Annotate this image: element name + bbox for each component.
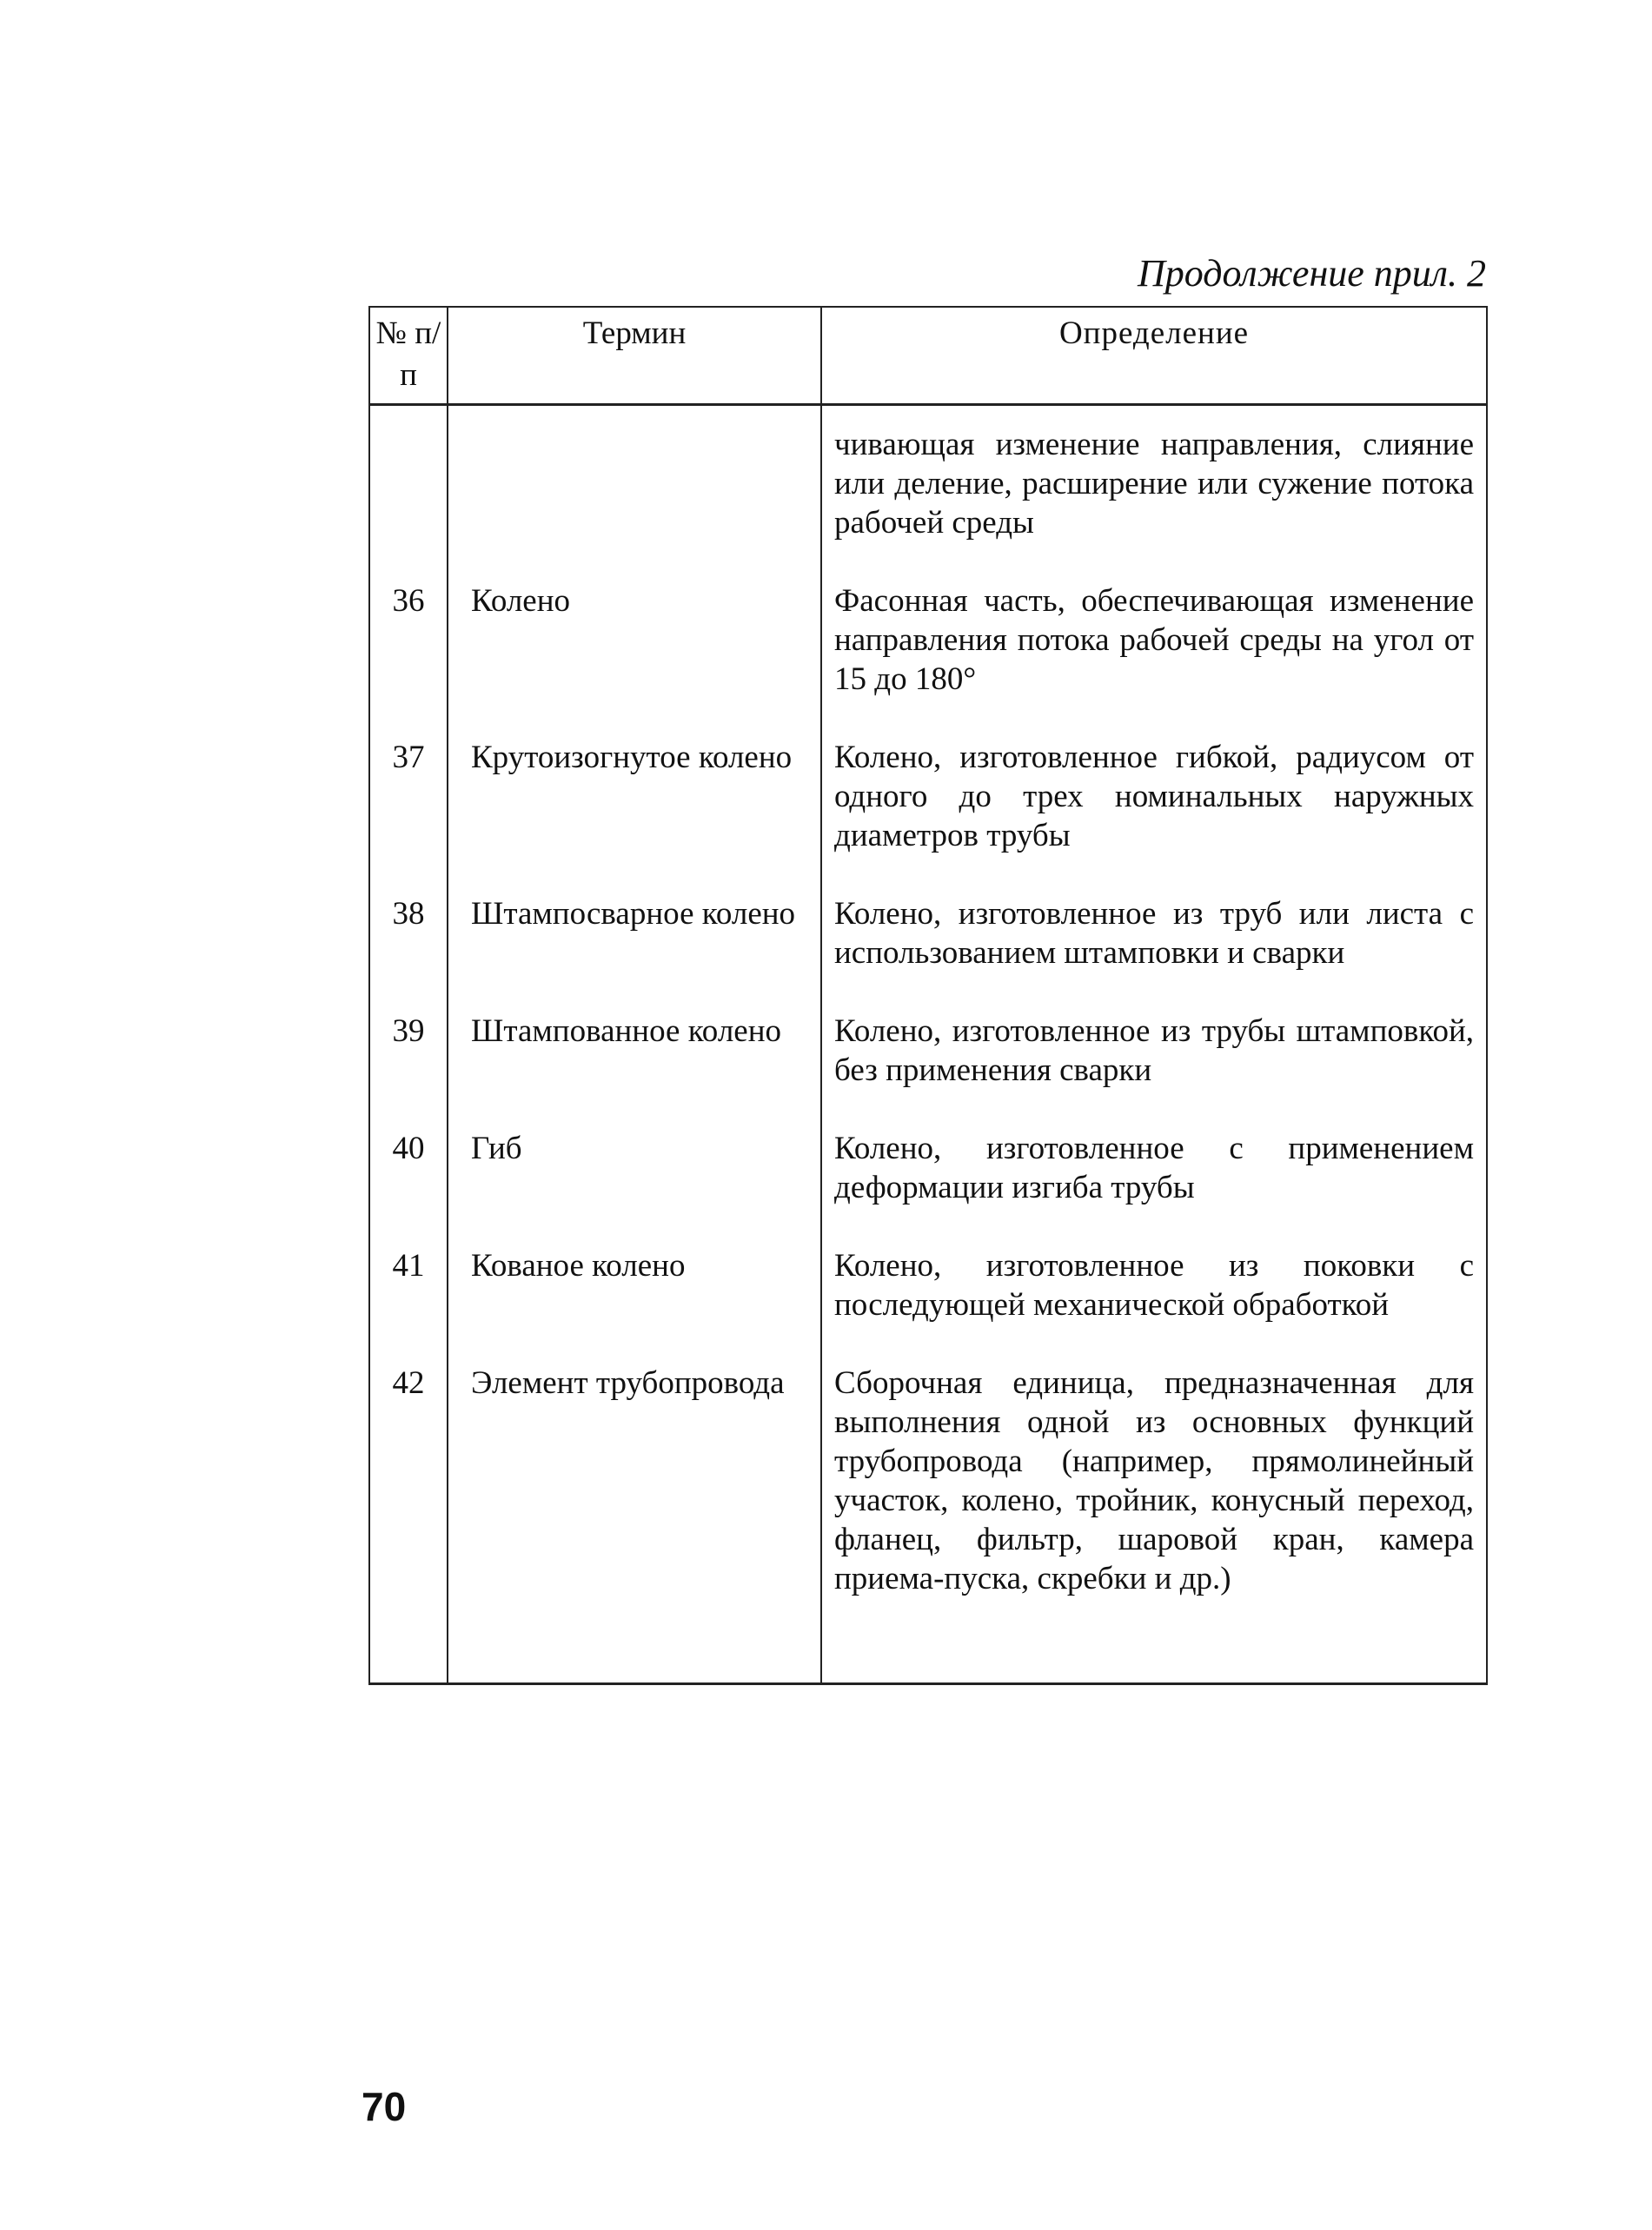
row-definition: Колено, изготовленное из труб или листа с использованием штамповки и сварки [821, 894, 1487, 1012]
row-definition: Сборочная единица, предназначенная для выполнения одной из основных функций трубопровода (например, прямолинейный участок, колено, тройник, конусный переход, фланец, фильтр, шаровой кран, камера приема-пуска, скребки и др.) [821, 1364, 1487, 1684]
row-definition: Колено, изготовленное из трубы штамповкой, без применения сварки [821, 1012, 1487, 1129]
page-number: 70 [362, 2084, 407, 2129]
terms-table [368, 306, 1488, 1685]
table-row [369, 1364, 1487, 1684]
row-term: Элемент трубопровода [448, 1364, 821, 1684]
header-term: Термин [448, 307, 821, 405]
row-term: Гиб [448, 1129, 821, 1246]
row-definition: Колено, изготовленное с применением деформации изгиба трубы [821, 1129, 1487, 1246]
row-number: 38 [369, 894, 448, 1012]
page-caption: Продолжение прил. 2 [1138, 252, 1486, 295]
row-definition: Фасонная часть, обеспечивающая изменение направления потока рабочей среды на угол от 15 до 180° [821, 581, 1487, 738]
table-row [369, 581, 1487, 738]
table-row [369, 738, 1487, 894]
row-term: Штампованное колено [448, 1012, 821, 1129]
row-number: 42 [369, 1364, 448, 1684]
row-term: Колено [448, 581, 821, 738]
row-term: Крутоизогнутое колено [448, 738, 821, 894]
row-number: 41 [369, 1246, 448, 1364]
table-row [369, 1129, 1487, 1246]
row-number: 37 [369, 738, 448, 894]
row-definition: Колено, изготовленное гибкой, радиусом от одного до трех номинальных наружных диаметров трубы [821, 738, 1487, 894]
row-number: 39 [369, 1012, 448, 1129]
row-number: 36 [369, 581, 448, 738]
header-number: № п/п [369, 307, 448, 405]
row-definition: чивающая изменение направления, слияние или деление, расширение или сужение потока рабочей среды [821, 405, 1487, 582]
table-row [369, 405, 1487, 582]
header-definition: Определение [821, 307, 1487, 405]
row-number: 40 [369, 1129, 448, 1246]
row-definition: Колено, изготовленное из поковки с последующей механической обработкой [821, 1246, 1487, 1364]
row-term: Штампосварное колено [448, 894, 821, 1012]
row-number [369, 405, 448, 582]
row-term [448, 405, 821, 582]
table-row [369, 1012, 1487, 1129]
table-row [369, 894, 1487, 1012]
row-term: Кованое колено [448, 1246, 821, 1364]
table-row [369, 1246, 1487, 1364]
table-header-row [369, 307, 1487, 405]
